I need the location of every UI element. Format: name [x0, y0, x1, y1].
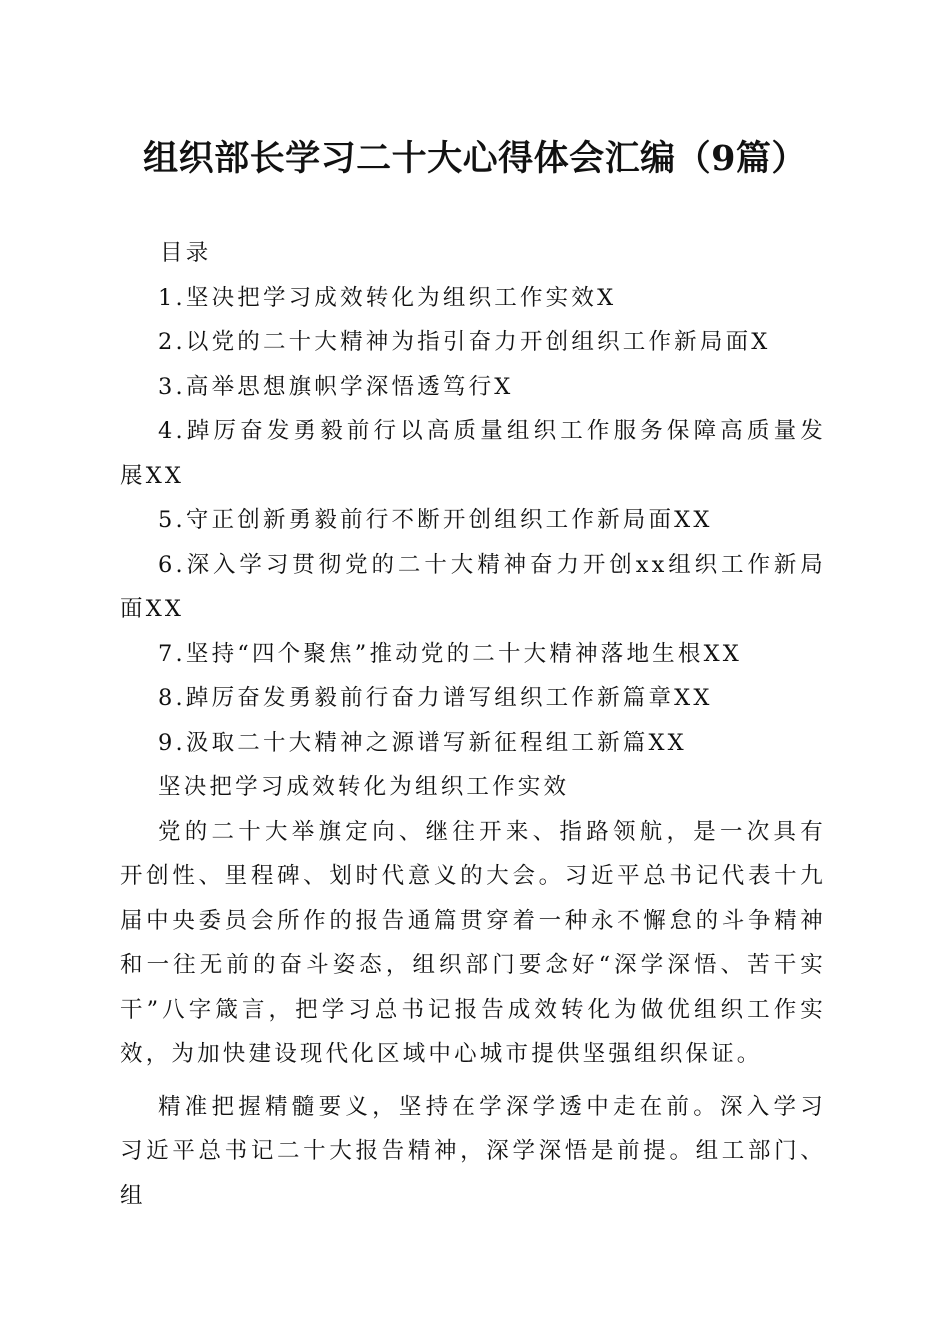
toc-item-6: 6.深入学习贯彻党的二十大精神奋力开创xx组织工作新局面XX [120, 551, 826, 622]
toc-item-9: 9.汲取二十大精神之源谱写新征程组工新篇XX [158, 729, 687, 756]
toc-item-7: 7.坚持“四个聚焦”推动党的二十大精神落地生根XX [158, 640, 743, 667]
toc-item-3: 3.高举思想旗帜学深悟透笃行X [158, 373, 514, 400]
toc-item-1: 1.坚决把学习成效转化为组织工作实效X [158, 284, 617, 311]
toc-item-5: 5.守正创新勇毅前行不断开创组织工作新局面XX [158, 507, 713, 533]
toc-item-8: 8.踔厉奋发勇毅前行奋力谱写组织工作新篇章XX [158, 685, 713, 711]
toc-item-2: 2.以党的二十大精神为指引奋力开创组织工作新局面X [158, 329, 771, 355]
body-paragraph-1: 党的二十大举旗定向、继往开来、指路领航，是一次具有开创性、里程碑、划时代意义的大会。习近平总书记代表十九届中央委员会所作的报告通篇贯穿着一种永不懈怠的斗争精神和一往无前的奋斗姿态，组织部门要念好“深学深悟、苦干实干”八字箴言，把学习总书记报告成效转化为做优组织工作实效，为加快建设现代化区域中心城市提供坚强组织保证。 [120, 818, 826, 1067]
toc-heading: 目录 [160, 240, 212, 266]
section-title: 坚决把学习成效转化为组织工作实效 [158, 774, 570, 800]
document-title: 组织部长学习二十大心得体会汇编（9篇） [143, 138, 807, 179]
document-body [120, 231, 826, 1218]
toc-item-4: 4.踔厉奋发勇毅前行以高质量组织工作服务保障高质量发展XX [120, 418, 826, 489]
body-paragraph-2: 精准把握精髓要义，坚持在学深学透中走在前。深入学习习近平总书记二十大报告精神，深学深悟是前提。组工部门、组 [120, 1093, 826, 1209]
